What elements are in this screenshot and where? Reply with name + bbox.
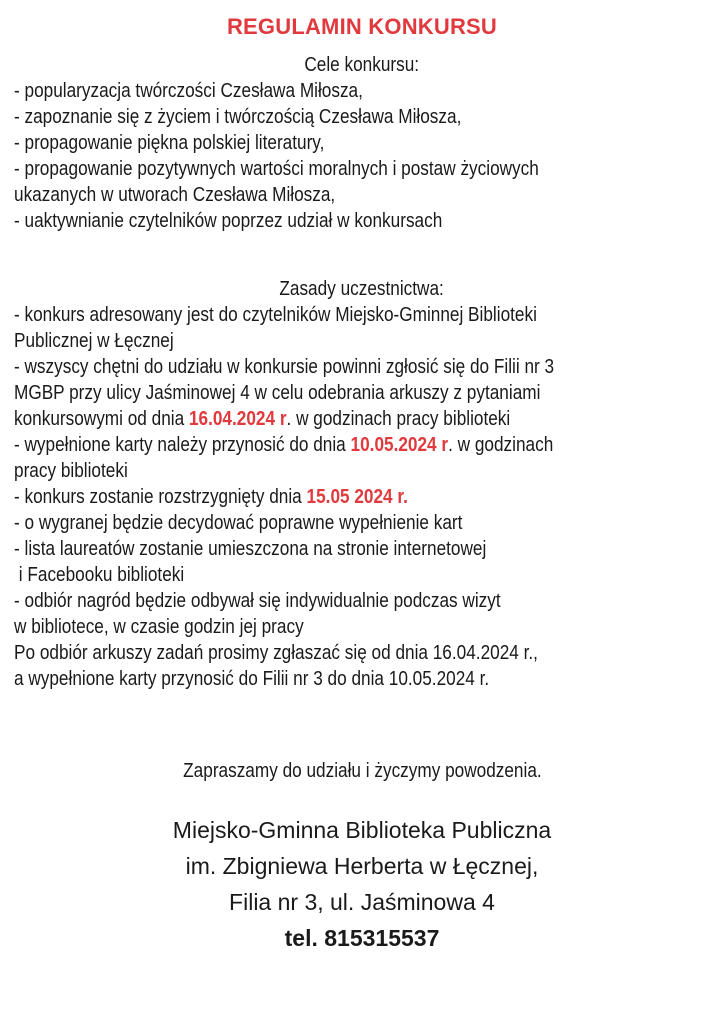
start-date: 16.04.2024 r [188,408,287,430]
rules-line: - o wygranej będzie decydować poprawne wypełnienie kart [14,512,463,534]
rules-line [14,406,685,432]
rules-line: - lista laureatów zostanie umieszczona na stronie internetowej [14,538,487,560]
rules-heading [0,276,724,302]
rules-line [14,484,685,510]
rules-heading-text: Zasady uczestnictwa: [279,278,445,300]
library-address: Filia nr 3, ul. Jaśminowa 4 [229,889,495,915]
goals-line: - uaktywnianie czytelników poprzez udział w konkursach [14,210,443,232]
library-patron: im. Zbigniewa Herberta w Łęcznej, [185,853,539,879]
rules-text: - wypełnione karty należy przynosić do dnia [14,434,351,456]
goals-line: - propagowanie piękna polskiej literatury, [14,132,325,154]
goals-line: - propagowanie pozytywnych wartości moralnych i postaw życiowych [14,158,539,180]
goals-list [14,78,685,234]
rules-list [14,302,685,692]
goals-line: ukazanych w utworach Czesława Miłosza, [14,184,336,206]
library-footer [0,812,724,956]
invitation-text: Zapraszamy do udziału i życzymy powodzenia. [182,760,542,782]
library-phone: tel. 815315537 [284,925,440,951]
rules-line: MGBP przy ulicy Jaśminowej 4 w celu odebrania arkuszy z pytaniami [14,382,541,404]
rules-line: Publicznej w Łęcznej [14,330,174,352]
goals-line: - popularyzacja twórczości Czesława Miłosza, [14,80,363,102]
rules-line: - konkurs adresowany jest do czytelników Miejsko-Gminnej Biblioteki [14,304,537,326]
rules-text: . w godzinach pracy biblioteki [286,408,511,430]
rules-text: konkursowymi od dnia [14,408,189,430]
rules-line: w bibliotece, w czasie godzin jej pracy [14,616,304,638]
rules-text: - konkurs zostanie rozstrzygnięty dnia [14,486,307,508]
rules-line [14,432,685,458]
result-date: 15.05 2024 r. [306,486,408,508]
rules-text: . w godzinach [448,434,554,456]
goals-line: - zapoznanie się z życiem i twórczością Czesława Miłosza, [14,106,462,128]
page-title: REGULAMIN KONKURSU [226,14,498,39]
rules-line: pracy biblioteki [14,460,128,482]
rules-line: - odbiór nagród będzie odbywał się indywidualnie podczas wizyt [14,590,501,612]
library-name: Miejsko-Gminna Biblioteka Publiczna [172,817,552,843]
rules-line: - wszyscy chętni do udziału w konkursie powinni zgłosić się do Filii nr 3 [14,356,555,378]
deadline-date: 10.05.2024 r [350,434,449,456]
invitation [0,758,724,784]
rules-line: Po odbiór arkuszy zadań prosimy zgłaszać się od dnia 16.04.2024 r., [14,642,538,664]
goals-heading [0,52,724,78]
rules-line: a wypełnione karty przynosić do Filii nr 3 do dnia 10.05.2024 r. [14,668,490,690]
goals-heading-text: Cele konkursu: [304,54,420,76]
rules-line: i Facebooku biblioteki [14,564,185,586]
